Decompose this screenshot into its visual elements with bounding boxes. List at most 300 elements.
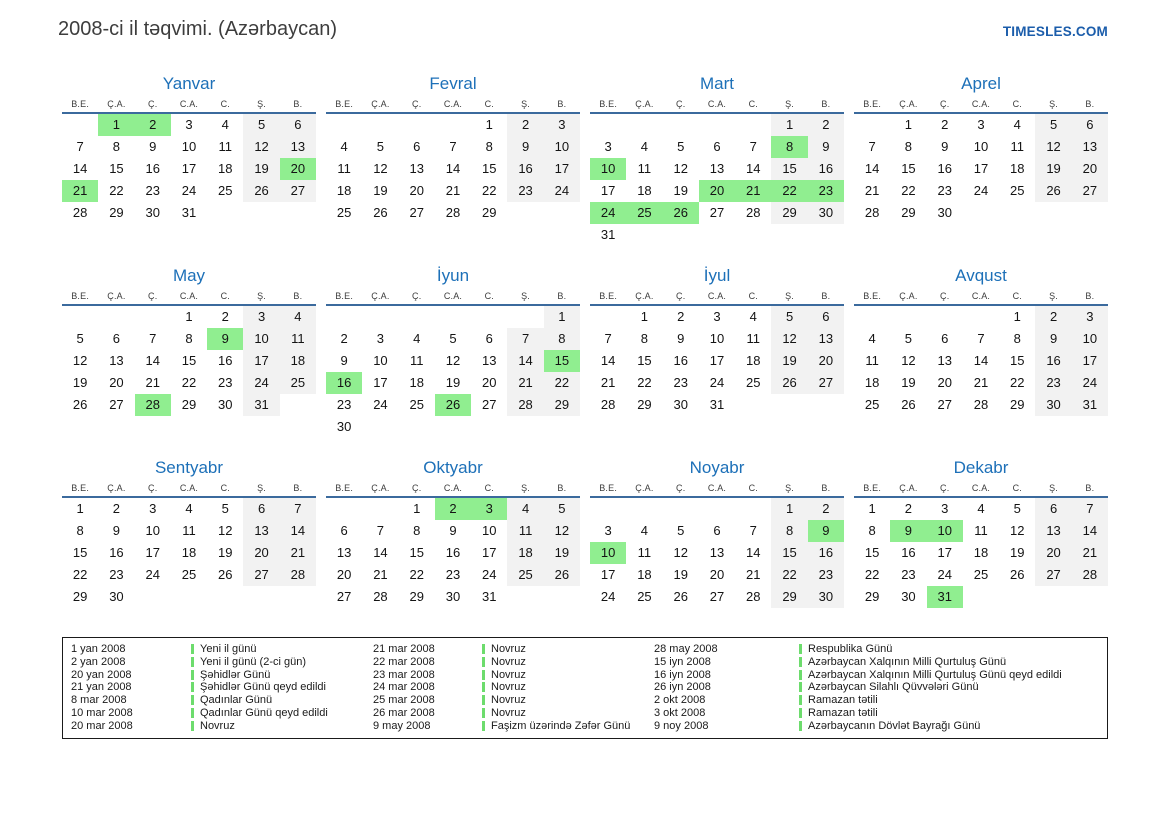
legend-holiday-name: Novruz [200, 719, 235, 732]
months-grid [62, 72, 1108, 608]
empty-cell [699, 224, 735, 246]
weekday-header: B. [293, 99, 303, 109]
empty-cell [927, 306, 963, 328]
empty-cell [590, 114, 626, 136]
day-cell: 2 [1035, 306, 1071, 328]
day-cell: 21 [746, 567, 761, 582]
weekday-header: C. [220, 291, 230, 301]
day-cell: 16 [937, 161, 952, 176]
legend-date: 28 may 2008 [654, 643, 718, 655]
day-cell: 31 [709, 397, 725, 412]
day-cell: 26 [72, 397, 88, 412]
weekday-header: B. [293, 291, 303, 301]
weekday-header: B.E. [71, 483, 90, 493]
day-cell: 11 [182, 523, 196, 538]
month-days [854, 306, 1108, 416]
month-days [854, 498, 1108, 608]
empty-cell [399, 416, 435, 438]
day-cell: 1 [76, 501, 84, 516]
day-cell: 12 [673, 545, 688, 560]
weekday-header: C. [484, 99, 494, 109]
month-days [590, 114, 844, 246]
day-cell: 17 [145, 545, 160, 560]
day-cell: 23 [507, 180, 543, 202]
day-cell: 13 [336, 545, 352, 560]
month-days [590, 306, 844, 416]
weekday-header: Ç. [940, 99, 950, 109]
empty-cell [1035, 202, 1071, 224]
day-cell: 25 [626, 202, 662, 224]
weekday-header: Ç. [148, 99, 158, 109]
day-cell: 5 [1035, 114, 1071, 136]
month-title: Sentyabr [154, 458, 224, 477]
day-cell: 24 [243, 372, 279, 394]
empty-cell [362, 306, 398, 328]
day-cell: 24 [937, 567, 952, 582]
day-cell: 26 [673, 589, 688, 604]
day-cell: 27 [336, 589, 352, 604]
holiday-marker-bar [482, 708, 485, 718]
day-cell: 26 [218, 567, 233, 582]
weekday-header: Ç.A. [635, 99, 654, 109]
day-cell: 7 [76, 139, 84, 154]
day-cell: 29 [637, 397, 652, 412]
day-cell: 29 [771, 202, 807, 224]
day-cell: 5 [1013, 501, 1021, 516]
empty-cell [326, 306, 362, 328]
empty-cell [435, 114, 471, 136]
day-cell: 3 [471, 498, 507, 520]
holiday-marker-bar [799, 708, 802, 718]
weekday-header: C.A. [707, 483, 727, 493]
day-cell: 29 [109, 205, 124, 220]
weekday-header: Ç. [940, 291, 950, 301]
month-title: Noyabr [689, 458, 745, 477]
weekday-header: B.E. [599, 99, 618, 109]
day-cell: 3 [1072, 306, 1108, 328]
day-cell: 20 [1035, 542, 1071, 564]
legend-holiday-name: Azərbaycan Xalqının Milli Qurtuluş Günü [808, 655, 1007, 668]
day-cell: 6 [1035, 498, 1071, 520]
weekday-header: C. [1012, 291, 1022, 301]
day-cell: 23 [445, 567, 461, 582]
legend-row [373, 694, 654, 707]
day-cell: 17 [600, 183, 616, 198]
month-title: Avqust [955, 266, 1007, 285]
weekday-header-row [854, 483, 1108, 498]
day-cell: 23 [673, 375, 688, 390]
day-cell: 4 [221, 117, 229, 132]
weekday-header: B. [557, 99, 567, 109]
empty-cell [435, 306, 471, 328]
legend-row [654, 707, 1102, 720]
day-cell: 21 [280, 542, 316, 564]
empty-cell [771, 224, 807, 246]
day-cell: 28 [864, 205, 880, 220]
legend-date: 16 iyn 2008 [654, 668, 711, 681]
empty-cell [544, 416, 580, 438]
day-cell: 21 [1072, 542, 1108, 564]
day-cell: 7 [449, 139, 457, 154]
day-cell: 2 [808, 114, 844, 136]
day-cell: 24 [544, 180, 580, 202]
day-cell: 20 [109, 375, 124, 390]
day-cell: 3 [243, 306, 279, 328]
month-dekabr [854, 456, 1108, 608]
day-cell: 29 [901, 205, 916, 220]
day-cell: 28 [135, 394, 171, 416]
day-cell: 14 [746, 161, 761, 176]
weekday-header: B. [1085, 483, 1095, 493]
page-title: 2008-ci il təqvimi. (Azərbaycan) [58, 18, 337, 40]
day-cell: 4 [280, 306, 316, 328]
holiday-marker-bar [482, 657, 485, 667]
weekday-header: Ç. [412, 483, 422, 493]
day-cell: 21 [864, 183, 880, 198]
legend-date: 22 mar 2008 [373, 655, 435, 668]
empty-cell [963, 586, 999, 608]
day-cell: 26 [243, 180, 279, 202]
day-cell: 18 [409, 375, 424, 390]
month-i̇yul [590, 264, 844, 438]
weekday-header: C.A. [443, 291, 463, 301]
day-cell: 7 [1072, 498, 1108, 520]
weekday-header: Ç. [148, 483, 158, 493]
weekday-header: Ç.A. [899, 99, 918, 109]
empty-cell [544, 586, 580, 608]
weekday-header: C. [1012, 483, 1022, 493]
empty-cell [471, 416, 507, 438]
day-cell: 26 [1010, 567, 1025, 582]
month-avqust [854, 264, 1108, 438]
empty-cell [854, 114, 890, 136]
legend-date: 3 okt 2008 [654, 706, 706, 719]
day-cell: 9 [677, 331, 685, 346]
day-cell: 2 [507, 114, 543, 136]
month-aprel [854, 72, 1108, 246]
day-cell: 11 [280, 328, 316, 350]
day-cell: 8 [771, 136, 807, 158]
day-cell: 8 [185, 331, 193, 346]
day-cell: 22 [409, 567, 424, 582]
day-cell: 26 [1035, 180, 1071, 202]
legend-holiday-name: Yeni il günü (2-ci gün) [200, 655, 306, 668]
day-cell: 22 [771, 180, 807, 202]
weekday-header: Ç. [676, 99, 686, 109]
day-cell: 7 [749, 139, 757, 154]
day-cell: 11 [637, 161, 652, 176]
month-title: May [172, 266, 206, 285]
weekday-header: C. [484, 291, 494, 301]
weekday-header: Ç.A. [371, 483, 390, 493]
day-cell: 8 [1013, 331, 1021, 346]
empty-cell [135, 306, 171, 328]
day-cell: 27 [243, 564, 279, 586]
legend-row [71, 720, 373, 733]
day-cell: 20 [336, 567, 352, 582]
day-cell: 5 [243, 114, 279, 136]
day-cell: 3 [376, 331, 385, 346]
day-cell: 25 [280, 372, 316, 394]
legend-holiday-name: Azərbaycan Silahlı Qüvvələri Günü [808, 681, 979, 694]
holiday-marker-bar [482, 644, 485, 654]
legend-date: 26 iyn 2008 [654, 681, 711, 694]
day-cell: 15 [409, 545, 424, 560]
day-cell: 14 [1072, 520, 1108, 542]
day-cell: 16 [145, 161, 160, 176]
day-cell: 22 [544, 372, 580, 394]
day-cell: 13 [709, 161, 725, 176]
day-cell: 22 [109, 183, 124, 198]
day-cell: 29 [181, 397, 197, 412]
weekday-header: Ç.A. [899, 483, 918, 493]
legend-date: 26 mar 2008 [373, 706, 435, 719]
day-cell: 20 [808, 350, 844, 372]
empty-cell [326, 498, 362, 520]
legend-holiday-name: Şəhidlər Günü [200, 668, 271, 681]
weekday-header: Ç.A. [107, 483, 126, 493]
empty-cell [854, 306, 890, 328]
weekday-header: C. [748, 483, 758, 493]
day-cell: 17 [937, 545, 952, 560]
site-logo-link[interactable]: TIMESLES.COM [1002, 24, 1108, 39]
day-cell: 17 [482, 545, 497, 560]
day-cell: 21 [735, 180, 771, 202]
legend-holiday-name: Qadınlar Günü qeyd edildi [200, 706, 328, 719]
month-days [854, 114, 1108, 224]
day-cell: 22 [637, 375, 652, 390]
month-may [62, 264, 316, 438]
day-cell: 15 [109, 161, 124, 176]
holiday-legend [62, 637, 1108, 739]
day-cell: 12 [72, 353, 88, 368]
legend-holiday-name: Şəhidlər Günü qeyd edildi [200, 681, 326, 694]
day-cell: 8 [544, 328, 580, 350]
day-cell: 1 [413, 501, 421, 516]
day-cell: 13 [808, 328, 844, 350]
day-cell: 6 [713, 523, 721, 538]
weekday-header: Ş. [1049, 483, 1059, 493]
legend-date: 2 okt 2008 [654, 694, 706, 707]
day-cell: 20 [409, 183, 424, 198]
weekday-header-row [590, 291, 844, 306]
day-cell: 12 [544, 520, 580, 542]
weekday-header: Ç.A. [635, 483, 654, 493]
day-cell: 22 [864, 567, 880, 582]
day-cell: 25 [218, 183, 233, 198]
weekday-header-row [62, 291, 316, 306]
day-cell: 1 [185, 309, 193, 324]
legend-row [373, 720, 654, 733]
weekday-header: Ş. [257, 291, 267, 301]
day-cell: 19 [901, 375, 916, 390]
day-cell: 30 [445, 589, 461, 604]
day-cell: 7 [376, 523, 385, 538]
day-cell: 25 [1010, 183, 1025, 198]
holiday-marker-bar [191, 721, 194, 731]
day-cell: 24 [482, 567, 497, 582]
day-cell: 1 [868, 501, 876, 516]
day-cell: 19 [218, 545, 233, 560]
weekday-header: B.E. [71, 99, 90, 109]
day-cell: 12 [1010, 523, 1025, 538]
day-cell: 16 [218, 353, 233, 368]
day-cell: 8 [904, 139, 913, 154]
day-cell: 5 [76, 331, 84, 346]
day-cell: 20 [1072, 158, 1108, 180]
day-cell: 6 [1072, 114, 1108, 136]
weekday-header: B. [557, 291, 567, 301]
day-cell: 5 [677, 523, 685, 538]
day-cell: 18 [218, 161, 233, 176]
empty-cell [963, 202, 999, 224]
empty-cell [326, 114, 362, 136]
day-cell: 27 [1072, 180, 1108, 202]
day-cell: 7 [604, 331, 612, 346]
day-cell: 12 [771, 328, 807, 350]
empty-cell [280, 394, 316, 416]
legend-holiday-name: Novruz [491, 668, 526, 681]
month-days [590, 498, 844, 608]
day-cell: 6 [280, 114, 316, 136]
day-cell: 1 [98, 114, 134, 136]
weekday-header: C.A. [971, 483, 991, 493]
day-cell: 12 [373, 161, 388, 176]
day-cell: 9 [941, 139, 949, 154]
day-cell: 1 [485, 117, 493, 132]
month-fevral [326, 72, 580, 246]
weekday-header: C. [1012, 99, 1022, 109]
day-cell: 30 [336, 419, 352, 434]
day-cell: 10 [590, 542, 626, 564]
legend-date: 20 yan 2008 [71, 668, 132, 681]
month-days [62, 306, 316, 416]
weekday-header: Ş. [1049, 99, 1059, 109]
day-cell: 11 [637, 545, 652, 560]
holiday-marker-bar [799, 657, 802, 667]
empty-cell [663, 224, 699, 246]
weekday-header: Ç. [412, 291, 422, 301]
day-cell: 25 [637, 589, 652, 604]
day-cell: 25 [336, 205, 352, 220]
day-cell: 19 [243, 158, 279, 180]
day-cell: 14 [507, 350, 543, 372]
day-cell: 4 [640, 139, 649, 154]
empty-cell [399, 114, 435, 136]
day-cell: 28 [280, 564, 316, 586]
day-cell: 2 [135, 114, 171, 136]
empty-cell [362, 416, 398, 438]
day-cell: 15 [771, 158, 807, 180]
day-cell: 23 [218, 375, 233, 390]
day-cell: 11 [865, 353, 879, 368]
day-cell: 5 [376, 139, 385, 154]
empty-cell [626, 224, 662, 246]
day-cell: 31 [927, 586, 963, 608]
empty-cell [808, 394, 844, 416]
weekday-header: B.E. [335, 483, 354, 493]
legend-holiday-name: Respublika Günü [808, 643, 893, 655]
day-cell: 25 [181, 567, 197, 582]
day-cell: 2 [677, 309, 685, 324]
day-cell: 19 [373, 183, 388, 198]
day-cell: 13 [1035, 520, 1071, 542]
day-cell: 7 [280, 498, 316, 520]
weekday-header: Ç.A. [371, 291, 390, 301]
legend-row [71, 694, 373, 707]
day-cell: 1 [1013, 309, 1021, 324]
day-cell: 26 [544, 564, 580, 586]
day-cell: 1 [640, 309, 649, 324]
day-cell: 8 [771, 520, 807, 542]
empty-cell [663, 114, 699, 136]
legend-row [654, 681, 1102, 694]
day-cell: 22 [1010, 375, 1025, 390]
day-cell: 23 [145, 183, 160, 198]
day-cell: 8 [868, 523, 876, 538]
legend-holiday-name: Faşizm üzərində Zəfər Günü [491, 719, 631, 732]
day-cell: 9 [207, 328, 243, 350]
day-cell: 24 [145, 567, 160, 582]
day-cell: 24 [373, 397, 388, 412]
day-cell: 11 [409, 353, 424, 368]
weekday-header: B. [1085, 99, 1095, 109]
month-title: Oktyabr [423, 458, 483, 477]
day-cell: 19 [771, 350, 807, 372]
day-cell: 5 [544, 498, 580, 520]
legend-row [654, 656, 1102, 669]
weekday-header: B.E. [863, 99, 882, 109]
legend-date: 20 mar 2008 [71, 719, 133, 732]
day-cell: 31 [243, 394, 279, 416]
day-cell: 31 [181, 205, 197, 220]
weekday-header: Ş. [521, 99, 531, 109]
empty-cell [735, 394, 771, 416]
legend-row [654, 643, 1102, 656]
day-cell: 26 [435, 394, 471, 416]
day-cell: 8 [112, 139, 121, 154]
day-cell: 27 [109, 397, 124, 412]
day-cell: 20 [709, 567, 725, 582]
day-cell: 8 [485, 139, 493, 154]
legend-row [373, 656, 654, 669]
day-cell: 31 [482, 589, 497, 604]
day-cell: 11 [974, 523, 988, 538]
day-cell: 27 [808, 372, 844, 394]
day-cell: 22 [181, 375, 197, 390]
day-cell: 30 [901, 589, 916, 604]
day-cell: 14 [864, 161, 880, 176]
weekday-header: C.A. [179, 483, 199, 493]
day-cell: 23 [109, 567, 124, 582]
empty-cell [626, 114, 662, 136]
weekday-header: C. [484, 483, 494, 493]
day-cell: 10 [973, 139, 989, 154]
holiday-marker-bar [482, 695, 485, 705]
empty-cell [507, 586, 543, 608]
day-cell: 29 [482, 205, 497, 220]
day-cell: 21 [973, 375, 989, 390]
day-cell: 28 [1072, 564, 1108, 586]
day-cell: 2 [112, 501, 121, 516]
day-cell: 4 [977, 501, 985, 516]
legend-group [71, 643, 373, 733]
day-cell: 18 [1010, 161, 1025, 176]
day-cell: 12 [243, 136, 279, 158]
day-cell: 9 [149, 139, 157, 154]
day-cell: 11 [337, 161, 351, 176]
day-cell: 14 [600, 353, 616, 368]
